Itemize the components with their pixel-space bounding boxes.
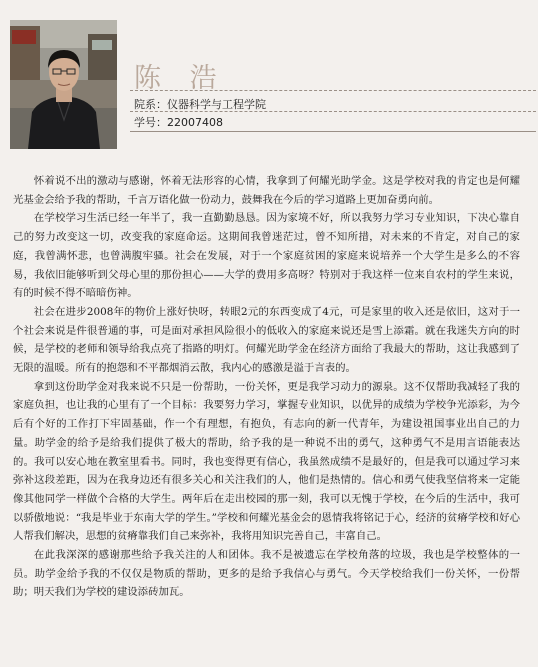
student-id-value: 22007408 — [167, 116, 223, 129]
student-name: 陈 浩 — [134, 63, 227, 94]
paragraph: 在学校学习生活已经一年半了，我一直勤勤恳恳。因为家境不好，所以我努力学习专业知识，下决心靠自己的努力改变这一切，改变我的家庭命运。这期间我曾迷茫过，曾不知所措，对未来的不肯定，对自己的家庭，我曾满怀悲，也曾满腹牢骚。社会在发展，对于一个家庭贫困的家庭来说培养一个大学生是多么的不容易，我依旧能够听到父母心里的那份担心——大学的费用多高呀？特别对于我这样一位来自农村的学生来说，有的时候不得不暗暗伤神。 — [13, 212, 520, 300]
department-value: 仪器科学与工程学院 — [167, 98, 266, 111]
student-id-row — [134, 114, 223, 130]
portrait-image — [10, 20, 117, 149]
department-row — [134, 96, 266, 112]
paragraph: 社会在进步2008年的物价上涨好快呀，转眼2元的东西变成了4元，可是家里的收入还是依旧，这对于一个社会来说是件很普通的事，可是面对承担风险很小的低收入的家庭来说还是雪上添霜。就在我迷失方向的时候，是学校的老师和领导给我点亮了指路的明灯。何耀光助学金在经济方面给了我最大的帮助，这让我感到了无限的温暖。所有的抱怨和不平都烟消云散，我内心的感激是溢于言表的。 — [13, 305, 520, 375]
paragraph: 拿到这份助学金对我来说不只是一份帮助，一份关怀，更是我学习动力的源泉。这不仅帮助我减轻了我的家庭负担，也让我的心里有了一个目标：我要努力学习，掌握专业知识，以优异的成绩为学校争光添彩，为今后有个好的工作打下牢固基础，作一个有理想，有抱负，有志向的新一代青年，为建设祖国事业出自己的力量。助学金的给予是给我们提供了极大的帮助，给予我的是一种说不出的勇气，这种勇气不是用言语能表达的。我可以安心地在教室里看书。同时，我也变得更有信心，我虽然成绩不是最好的，但是我可以通过学习来弥补这段差距，因为在我身边还有很多关心和关注我们的人，他们是热情的。信心和勇气使我坚信将来一定能像其他同学一样做个合格的大学生。两年后在走出校园的那一刻，我可以无愧于学校，在今后的生活中，我可以骄傲地说：“我是毕业于东南大学的学生。”学校和何耀光基金会的恩情我将铭记于心，经济的贫瘠学校和好心人帮我们解决，思想的贫瘠靠我们自己来弥补，我将用知识完善自己，丰富自己。 — [13, 380, 520, 543]
divider-line — [130, 111, 536, 112]
profile-header — [0, 0, 538, 152]
paragraph: 在此我深深的感谢那些给予我关注的人和团体。我不是被遗忘在学校角落的垃圾，我也是学校整体的一员。助学金给予我的不仅仅是物质的帮助，更多的是给予我信心与勇气。今天学校给我们一份关怀，一份帮助；明天我们为学校的建设添砖加瓦。 — [13, 549, 520, 599]
department-label: 院系： — [134, 98, 167, 111]
paragraph: 怀着说不出的激动与感谢，怀着无法形容的心情，我拿到了何耀光助学金。这是学校对我的肯定也是何耀光基金会给予我的帮助，千言万语化做一份动力，鼓舞我在今后的学习道路上更加奋勇向前。 — [13, 175, 520, 206]
student-id-label: 学号： — [134, 116, 167, 129]
essay-body — [13, 172, 520, 602]
student-photo — [10, 20, 117, 149]
divider-line — [130, 131, 536, 132]
divider-line — [130, 90, 536, 91]
